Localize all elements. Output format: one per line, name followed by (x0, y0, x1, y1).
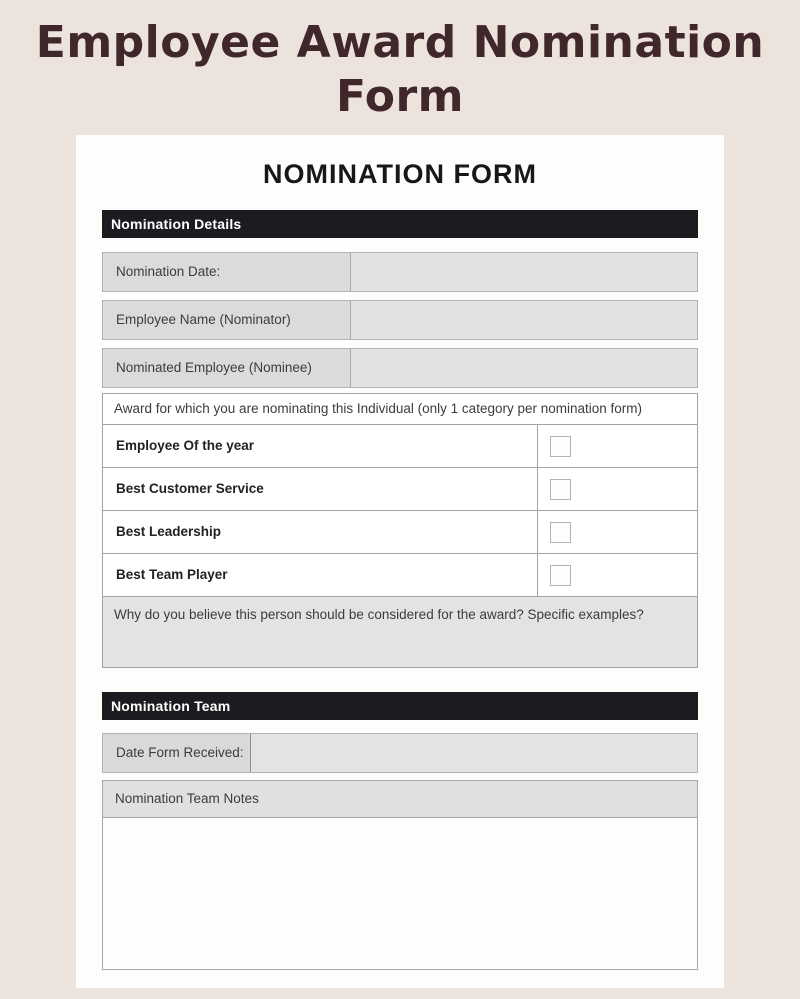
checkbox-best-customer-service[interactable] (550, 479, 571, 500)
award-option-row-best-team-player (103, 554, 697, 597)
nominee-name-input[interactable] (351, 349, 697, 387)
award-option-label: Employee Of the year (116, 438, 255, 454)
checkbox-best-leadership[interactable] (550, 522, 571, 543)
checkbox-cell (537, 554, 697, 596)
checkbox-cell (537, 468, 697, 510)
page-title: Employee Award Nomination Form (35, 17, 765, 122)
nominee-name-label: Nominated Employee (Nominee) (103, 349, 351, 387)
form-heading: NOMINATION FORM (263, 159, 537, 190)
award-option-label: Best Customer Service (116, 481, 264, 497)
notes-header (102, 780, 698, 818)
section-bar-label: Nomination Team (111, 698, 231, 715)
date-form-received-label: Date Form Received: (103, 734, 251, 772)
award-option-label: Best Team Player (116, 567, 228, 583)
field-row-date-form-received (102, 733, 698, 773)
award-option-row-employee-of-the-year (103, 425, 697, 468)
award-option-row-best-leadership (103, 511, 697, 554)
justification-prompt: Why do you believe this person should be considered for the award? Specific examples? (114, 607, 644, 623)
justification-input-area[interactable] (103, 597, 697, 667)
award-selection-table (102, 393, 698, 668)
section-bar-nomination-details (102, 210, 698, 238)
spacer (102, 238, 698, 252)
checkbox-cell (537, 425, 697, 467)
notes-label: Nomination Team Notes (115, 791, 259, 807)
field-row-nominator-name (102, 300, 698, 340)
section-bar-label: Nomination Details (111, 216, 242, 233)
checkbox-cell (537, 511, 697, 553)
award-option-row-best-customer-service (103, 468, 697, 511)
nomination-date-input[interactable] (351, 253, 697, 291)
spacer (102, 668, 698, 692)
nominator-name-label: Employee Name (Nominator) (103, 301, 351, 339)
field-row-nomination-date (102, 252, 698, 292)
checkbox-best-team-player[interactable] (550, 565, 571, 586)
nominator-name-input[interactable] (351, 301, 697, 339)
award-instruction: Award for which you are nominating this Individual (only 1 category per nomination form) (103, 394, 697, 425)
award-option-label: Best Leadership (116, 524, 222, 540)
checkbox-employee-of-the-year[interactable] (550, 436, 571, 457)
nomination-date-label: Nomination Date: (103, 253, 351, 291)
section-bar-nomination-team (102, 692, 698, 720)
notes-input-area[interactable] (102, 818, 698, 970)
form-card (76, 135, 724, 988)
date-form-received-input[interactable] (251, 734, 697, 772)
field-row-nominee-name (102, 348, 698, 388)
